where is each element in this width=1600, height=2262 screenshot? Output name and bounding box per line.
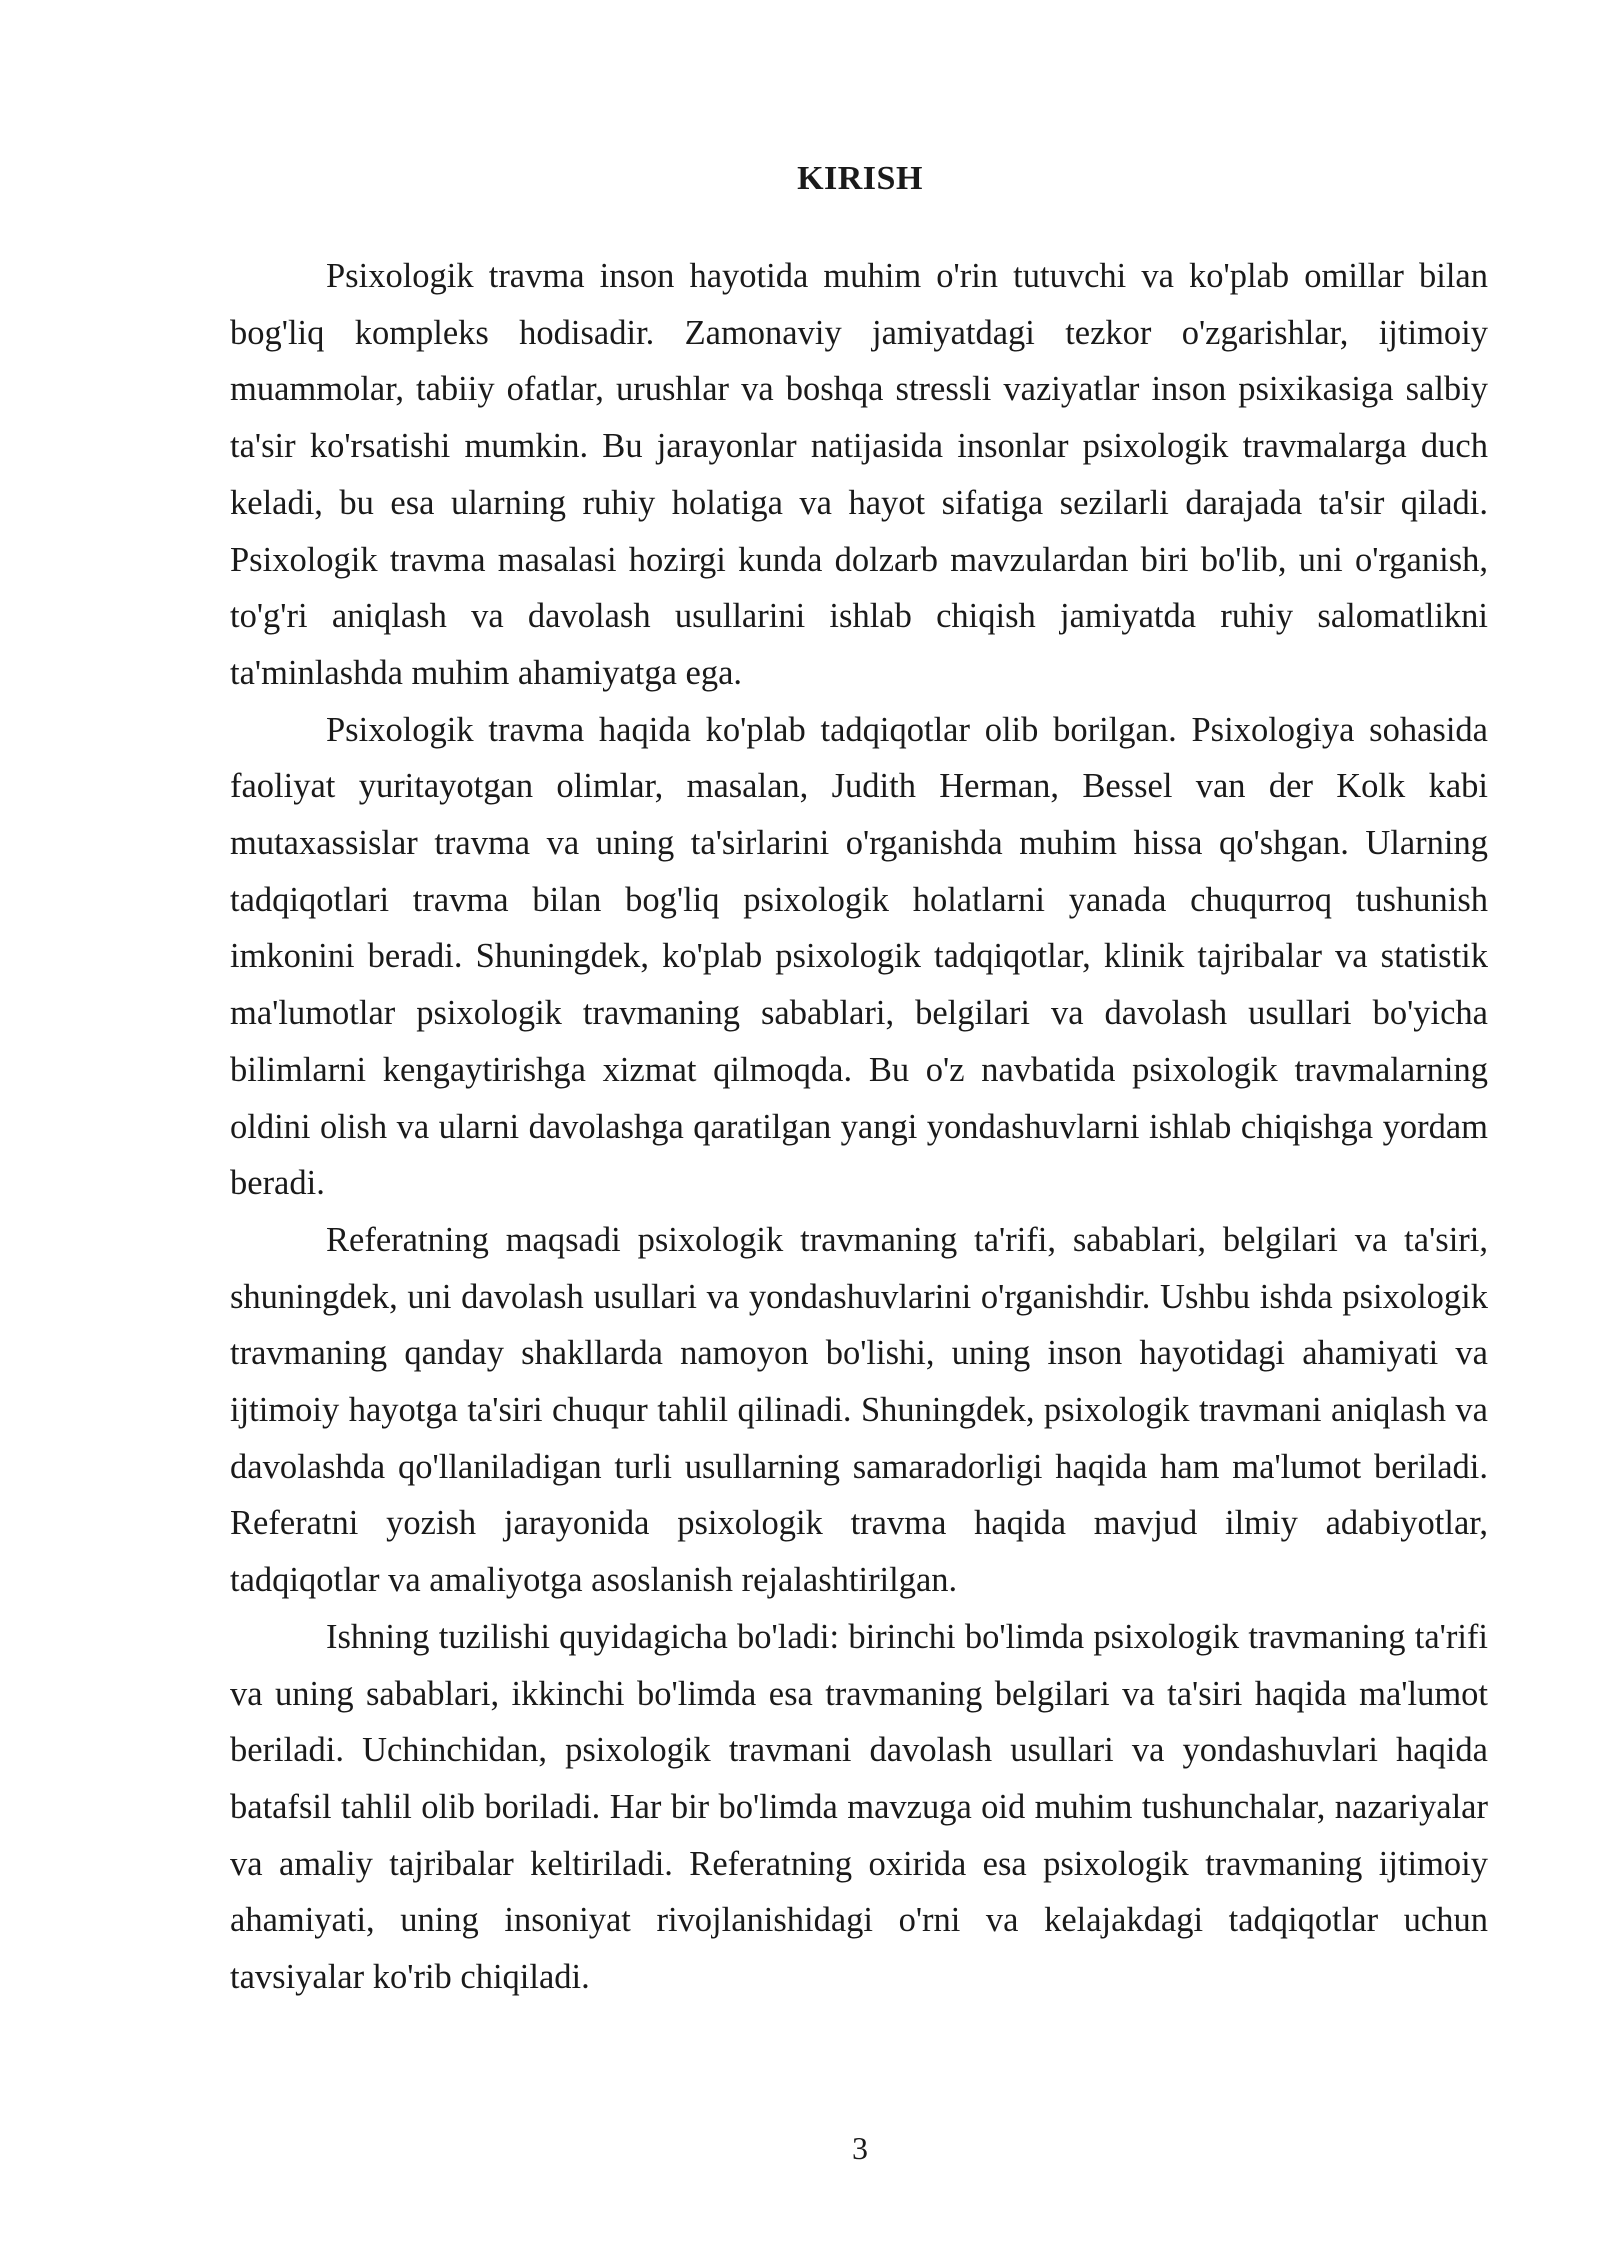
page-number: 3 bbox=[852, 2130, 868, 2166]
paragraph-goal: Referatning maqsadi psixologik travmaning ta'rifi, sabablari, belgilari va ta'siri, shuningdek, uni davolash usullari va yondashuvlarini o'rganishdir. Ushbu ishda psixologik travmaning qanday shakllarda namoyon bo'lishi, uning inson hayotidagi ahamiyati va ijtimoiy hayotga ta'siri chuqur tahlil qilinadi. Shuningdek, psixologik travmani aniqlash va davolashda qo'llaniladigan turli usullarning samaradorligi haqida ham ma'lumot beriladi. Referatni yozish jarayonida psixologik travma haqida mavjud ilmiy adabiyotlar, tadqiqotlar va amaliyotga asoslanish rejalashtirilgan. bbox=[230, 1220, 1488, 1600]
paragraph-research: Psixologik travma haqida ko'plab tadqiqotlar olib borilgan. Psixologiya sohasida faoliyat yuritayotgan olimlar, masalan, Judith Herman, Bessel van der Kolk kabi mutaxassislar travma va uning ta'sirlarini o'rganishda muhim hissa qo'shgan. Ularning tadqiqotlari travma bilan bog'liq psixologik holatlarni yanada chuqurroq tushunish imkonini beradi. Shuningdek, ko'plab psixologik tadqiqotlar, klinik tajribalar va statistik ma'lumotlar psixologik travmaning sabablari, belgilari va davolash usullari bo'yicha bilimlarni kengaytirishga xizmat qilmoqda. Bu o'z navbatida psixologik travmalarning oldini olish va ularni davolashga qaratilgan yangi yondashuvlarni ishlab chiqishga yordam beradi. bbox=[230, 710, 1488, 1203]
body-text bbox=[230, 248, 1488, 2006]
paragraph-intro: Psixologik travma inson hayotida muhim o'rin tutuvchi va ko'plab omillar bilan bog'liq kompleks hodisadir. Zamonaviy jamiyatdagi tezkor o'zgarishlar, ijtimoiy muammolar, tabiiy ofatlar, urushlar va boshqa stressli vaziyatlar inson psixikasiga salbiy ta'sir ko'rsatishi mumkin. Bu jarayonlar natijasida insonlar psixologik travmalarga duch keladi, bu esa ularning ruhiy holatiga va hayot sifatiga sezilarli darajada ta'sir qiladi. Psixologik travma masalasi hozirgi kunda dolzarb mavzulardan biri bo'lib, uni o'rganish, to'g'ri aniqlash va davolash usullarini ishlab chiqish jamiyatda ruhiy salomatlikni ta'minlashda muhim ahamiyatga ega. bbox=[230, 257, 1488, 692]
paragraph-structure: Ishning tuzilishi quyidagicha bo'ladi: birinchi bo'limda psixologik travmaning ta'rifi va uning sabablari, ikkinchi bo'limda esa travmaning belgilari va ta'siri haqida ma'lumot beriladi. Uchinchidan, psixologik travmani davolash usullari va yondashuvlari haqida batafsil tahlil olib boriladi. Har bir bo'limda mavzuga oid muhim tushunchalar, nazariyalar va amaliy tajribalar keltiriladi. Referatning oxirida esa psixologik travmaning ijtimoiy ahamiyati, uning insoniyat rivojlanishidagi o'rni va kelajakdagi tadqiqotlar uchun tavsiyalar ko'rib chiqiladi. bbox=[230, 1617, 1488, 1997]
page-title: KIRISH bbox=[797, 160, 923, 197]
